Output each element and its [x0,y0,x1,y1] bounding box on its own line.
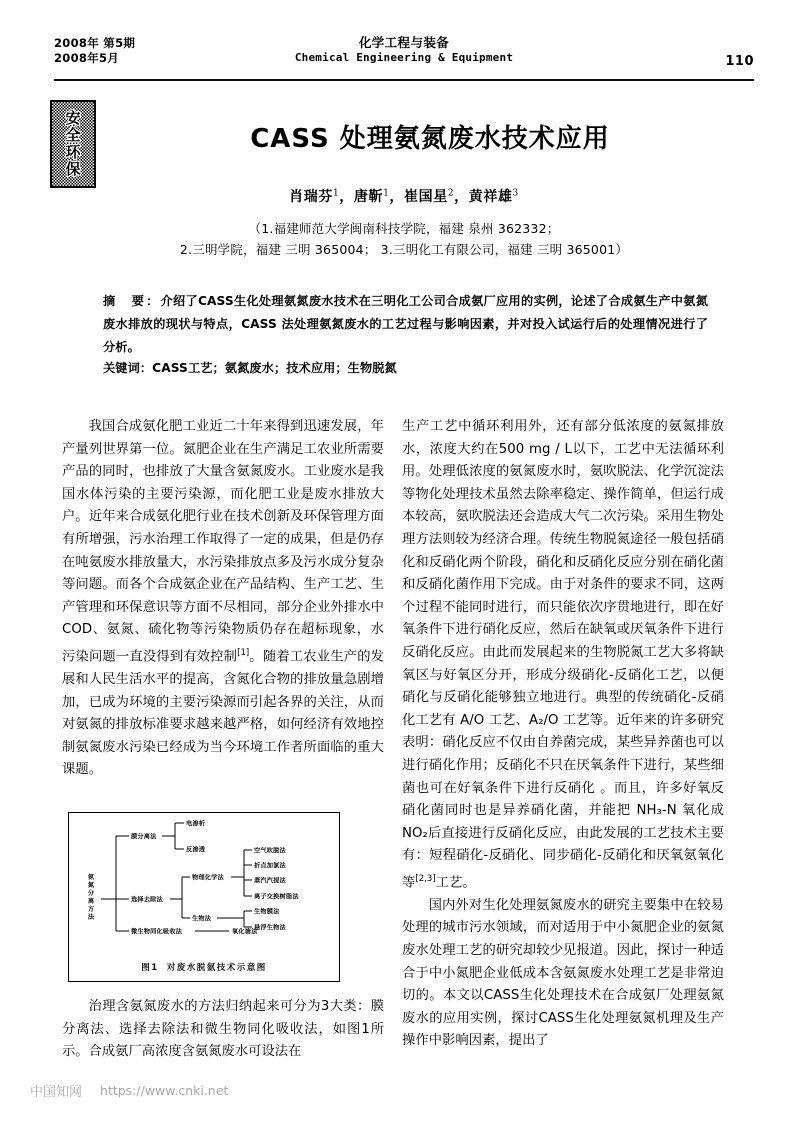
diagram-leaf-electrodialysis: 电渗析 [186,820,206,828]
body-column-left-after-figure [62,996,384,1064]
body-column-right [402,416,724,1053]
keywords-block [103,358,708,378]
affiliation-line-1: （1.福建师范大学闽南科技学院，福建 泉州 362332； [248,221,560,236]
diagram-leaf-air-stripping: 空气吹脱法 [254,847,286,855]
figure-1-diagram [69,813,338,980]
author-list: 肖瑞芬$^1$，唐靳$^1$，崔国星$^2$，黄祥雄$^3$ [289,188,519,205]
paragraph-right-1 [402,416,724,895]
figure-1-caption-text: 对废水脱氨技术示意图 [166,963,267,973]
left-text-a: 我国合成氨化肥工业近二十年来得到迅速发展，年产量列世界第一位。氮肥企业在生产满足工农业所需要产品的同时，也排放了大量含氨氮废水。工业废水是我国水体污染的主要污染源，而化肥工业是废水排放大户。近年来合成氨化肥行业在技术创新及环保管理方面有所增强，污水治理工作取得了一定的成果，但是仍存在吨氨废水排放量大，水污染排放点多及污水成分复杂等问题。而各个合成氨企业在产品结构、生产工艺、生产管理和环保意识等方面不尽相同，部分企业外排水中COD、氨氮、硫化物等污染物质仍存在超标现象，水污染问题一直没得到有效控制 [62,419,384,665]
keywords-text: CASS工艺；氨氮废水；技术应用；生物脱氮 [152,361,397,375]
diagram-node-microbial-assimilation: 微生物同化吸收法 [131,928,183,936]
figure-1-caption [69,961,339,973]
section-tag-label: 安全环保 [63,110,82,178]
paragraph-right-2: 国内外对生化处理氨氮废水的研究主要集中在较易处理的城市污水领域，而对适用于中小氮肥企业的氨氮废水处理工艺的研究却较少见报道。因此，探讨一种适合于中小氮肥企业低成本含氨氮废水处理工艺是非常迫切的。本文以CASS生化处理技术在合成氨厂处理氨氮废水的应用实例，探讨CASS生化处理氨氮机理及生产操作中影响因素，提出了 [402,897,724,1049]
cnki-brand-label: 中国知网 [30,1085,83,1100]
journal-title-en: Chemical Engineering & Equipment [294,51,514,64]
diagram-leaf-steam-stripping: 蒸汽汽提法 [254,877,286,885]
diagram-root-node [88,873,95,921]
article-title: CASS 处理氨氮废水技术应用 [250,124,610,154]
diagram-leaf-breakpoint-chlorination: 折点加氯法 [254,862,286,870]
affiliations [54,218,754,260]
diagram-leaf-biofilm: 生物膜法 [254,908,280,916]
figure-1-caption-number: 图1 [141,963,159,973]
svg-text:氮: 氮 [87,882,95,889]
diagram-node-selective-removal: 选择去除法 [131,896,163,904]
footer-watermark [30,1081,228,1100]
paragraph-left-1 [62,416,384,782]
page-number: 110 [725,54,754,69]
svg-text:氨: 氨 [87,874,95,881]
section-tag-badge [50,100,96,188]
header-divider [54,79,754,81]
cnki-url[interactable]: https://www.cnki.net [100,1083,229,1098]
figure-1 [68,812,340,982]
left-text-b: 。随着工农业生产的发展和人民生活水平的提高，含氮化合物的排放量急剧增加，已成为环境的主要污染源而引起各界的关注，从而对氨氮的排放标准要求越来越严格，如何经济有效地控制氨氮废水污染已经成为当今环境工作者所面临的重大课题。 [62,649,385,778]
masthead [54,36,754,76]
journal-title [54,35,754,65]
abstract-text: 介绍了CASS生化处理氨氮废水技术在三明化工公司合成氨厂应用的实例，论述了合成氨生产中氨氮废水排放的现状与特点，CASS 法处理氨氮废水的工艺过程与影响因素，并对投入试运行后的处理情况进行了分析。 [103,294,709,354]
reference-marker-1: [1] [237,647,250,658]
abstract-block [103,290,708,359]
diagram-leaf-oxidation-pond: 氧化塘法 [232,928,258,936]
svg-text:分: 分 [87,890,95,897]
diagram-leaf-ion-exchange-resin: 离子交换树脂法 [254,893,299,901]
abstract-label: 摘 要： [103,294,161,308]
right-text-a: 生产工艺中循环利用外，还有部分低浓度的氨氮排放水，浓度大约在500 mg / L以下，工艺中无法循环利用。处理低浓度的氨氮废水时，氨吹脱法、化学沉淀法等物化处理技术虽然去除率稳定、操作简单，但运行成本较高，氨吹脱法还会造成大气二次污染。采用生物处理方法则较为经济合理。传统生物脱氮途径一般包括硝化和反硝化两个阶段，硝化和反硝化反应分别在硝化菌和反硝化菌作用下完成。由于对条件的要求不同，这两个过程不能同时进行，而只能依次序贯地进行，即在好氧条件下进行硝化反应，然后在缺氧或厌氧条件下进行反硝化反应。由此而发展起来的生物脱氮工艺大多将缺氧区与好氧区分开，形成分级硝化-反硝化工艺，以便硝化与反硝化能够独立地进行。典型的传统硝化-反硝化工艺有 A/O 工艺、A₂/O 工艺等。近年来的许多研究表明：硝化反应不仅由自养菌完成，某些异养菌也可以进行硝化作用；反硝化不只在厌氧条件下进行，某些细菌也可在好氧条件下进行反硝化 。而且，许多好氧反硝化菌同时也是异养硝化菌，并能把 NH₃-N 氧化成 NO₂后直接进行反硝化反应，由此发展的工艺技术主要有：短程硝化-反硝化、同步硝化-反硝化和厌氧氨氧化等 [402,419,724,891]
svg-text:方: 方 [87,906,95,913]
keywords-label: 关键词： [103,361,153,375]
svg-text:离: 离 [87,898,95,905]
body-column-left [62,416,384,782]
diagram-leaf-suspended-bio: 悬浮生物法 [254,924,286,932]
paragraph-left-2: 治理含氨氮废水的方法归纳起来可分为3大类：膜分离法、选择去除法和微生物同化吸收法，如图1所示。合成氨厂高浓度含氨氮废水可设法在 [62,999,384,1060]
reference-marker-2: [2,3] [415,873,436,884]
diagram-node-membrane: 膜分离法 [131,833,157,841]
issue-line-1: 2008年 第5期 [54,36,136,50]
issue-line-2: 2008年5月 [54,51,120,65]
journal-title-cn: 化学工程与装备 [358,35,450,50]
diagram-node-physicochemical: 物理化学法 [192,874,224,882]
diagram-leaf-reverse-osmosis: 反渗透 [186,846,206,854]
right-text-b: 工艺。 [435,875,476,891]
diagram-node-biological: 生物法 [192,915,212,923]
svg-text:法: 法 [87,914,95,921]
affiliation-line-2: 2.三明学院，福建 三明 365004； 3.三明化工有限公司，福建 三明 365001） [179,242,629,257]
